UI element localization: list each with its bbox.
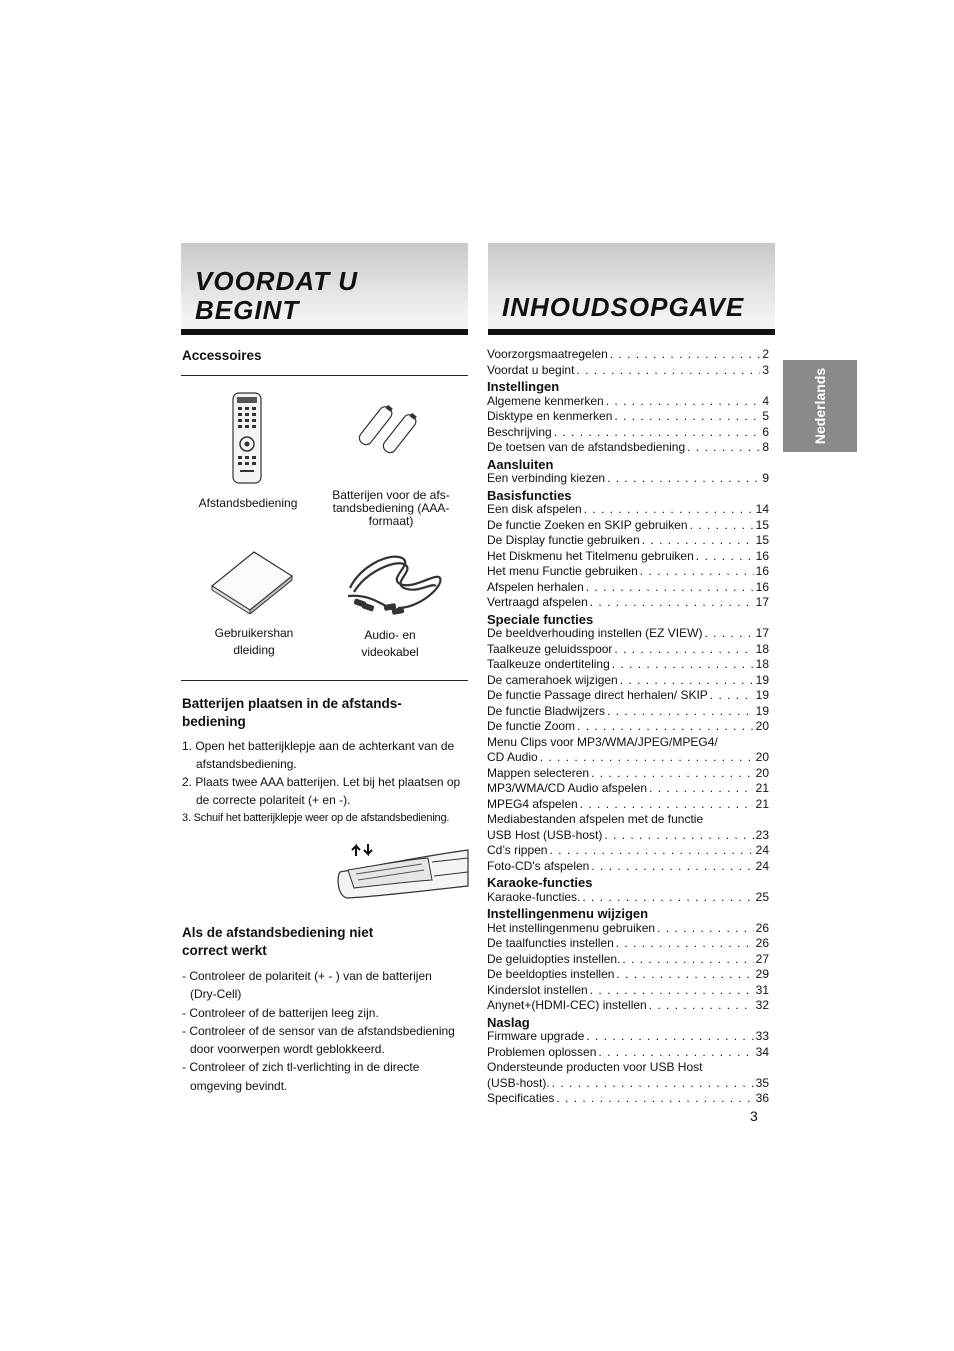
toc-section-heading: Speciale functies xyxy=(487,611,594,627)
toc-entry xyxy=(487,502,769,518)
toc-entry-label: Problemen oplossen xyxy=(487,1044,597,1059)
toc-page-number: 4 xyxy=(762,393,769,408)
toc-entry-label: MP3/WMA/CD Audio afspelen xyxy=(487,781,648,795)
toc-entry-label: Een disk afspelen xyxy=(487,502,582,516)
list-item: - Controleer of de sensor van de afstandsbediening door voorwerpen wordt geblokkeerd. xyxy=(182,1023,455,1057)
toc-page-number: 33 xyxy=(755,1029,769,1043)
toc-page-number: 34 xyxy=(755,1044,769,1059)
toc-entry xyxy=(487,409,769,425)
toc-leader-dots xyxy=(606,394,761,410)
toc-page-number: 9 xyxy=(762,471,769,485)
toc-entry-label: De toetsen van de afstandsbediening xyxy=(487,440,686,454)
toc-entry xyxy=(487,843,769,859)
toc-leader-dots xyxy=(612,657,754,673)
toc-entry-label: Firmware upgrade xyxy=(487,1029,585,1043)
toc-page-number: 8 xyxy=(762,440,769,454)
toc-leader-dots xyxy=(640,564,754,580)
toc-leader-dots xyxy=(657,921,754,937)
toc-page-number: 24 xyxy=(755,843,769,857)
language-side-tab: Nederlands xyxy=(783,360,857,452)
toc-entry xyxy=(487,766,769,782)
toc-entry-label: Taalkeuze ondertiteling xyxy=(487,657,610,671)
caption-remote: Afstandsbediening xyxy=(198,496,298,510)
toc-entry-label: Beschrijving xyxy=(487,424,552,439)
toc-entry xyxy=(487,626,769,642)
toc-entry xyxy=(487,704,769,720)
toc-entry xyxy=(487,1076,769,1092)
list-item: 1. Open het batterijklepje aan de achterkant van de afstandsbediening. xyxy=(182,739,455,771)
toc-page-number: 25 xyxy=(755,889,769,904)
toc-page-number: 15 xyxy=(755,517,769,532)
toc-page-number: 17 xyxy=(755,595,769,609)
battery-steps-list xyxy=(182,737,472,827)
toc-leader-dots xyxy=(549,843,753,859)
toc-section-heading: Basisfuncties xyxy=(487,487,572,503)
list-item: - Controleer of de batterijen leeg zijn. xyxy=(182,1005,379,1020)
toc-page-number: 14 xyxy=(755,502,769,516)
toc-entry-label: Afspelen herhalen xyxy=(487,579,584,594)
toc-leader-dots xyxy=(580,797,754,813)
toc-entry-label: De Display functie gebruiken xyxy=(487,533,640,547)
toc-leader-dots xyxy=(584,502,754,518)
battery-section-title: Batterijen plaatsen in de afstands- bediening xyxy=(182,696,402,729)
toc-entry xyxy=(487,642,769,658)
toc-page-number: 19 xyxy=(755,703,769,718)
caption-cable: Audio- en videokabel xyxy=(361,628,419,659)
toc-page-number: 19 xyxy=(755,672,769,687)
table-of-contents xyxy=(487,347,769,1107)
toc-page-number: 21 xyxy=(755,796,769,811)
toc-entry-label: Algemene kenmerken xyxy=(487,393,604,408)
toc-leader-dots xyxy=(556,1091,753,1107)
toc-leader-dots xyxy=(616,936,754,952)
toc-entry-label: Taalkeuze geluidsspoor xyxy=(487,641,613,656)
page-title-right: INHOUDSOPGAVE xyxy=(502,292,745,322)
toc-entry-label: Voorzorgsmaatregelen xyxy=(487,347,608,361)
toc-entry-label: Een verbinding kiezen xyxy=(487,471,606,485)
toc-entry xyxy=(487,533,769,549)
toc-page-number: 3 xyxy=(762,362,769,377)
toc-leader-dots xyxy=(607,471,760,487)
toc-section-heading: Instellingenmenu wijzigen xyxy=(487,906,649,921)
manual-icon xyxy=(210,548,294,614)
caption-batteries: Batterijen voor de afs- tandsbediening (AAA- formaat) xyxy=(332,488,450,528)
toc-leader-dots xyxy=(614,409,760,425)
toc-page-number: 21 xyxy=(755,781,769,795)
toc-entry-label: De beeldverhouding instellen (EZ VIEW) xyxy=(487,626,703,640)
toc-entry-label: De functie Zoom xyxy=(487,719,576,733)
page-title-left xyxy=(195,267,358,325)
list-item: - Controleer of zich tl-verlichting in de directe omgeving bevindt. xyxy=(182,1060,420,1093)
toc-entry xyxy=(487,688,769,704)
toc-entry-label: De functie Passage direct herhalen/ SKIP xyxy=(487,688,708,702)
toc-leader-dots xyxy=(591,766,754,782)
toc-entry-label: Vertraagd afspelen xyxy=(487,595,588,609)
toc-entry xyxy=(487,1091,769,1107)
toc-entry-label: Het instellingenmenu gebruiken xyxy=(487,920,656,935)
toc-page-number: 32 xyxy=(755,998,769,1012)
toc-entry xyxy=(487,859,769,875)
toc-entry-label: Mappen selecteren xyxy=(487,765,590,780)
header-inhoudsopgave xyxy=(488,243,775,335)
toc-entry-line: Ondersteunde producten voor USB Host xyxy=(487,1060,703,1074)
toc-page-number: 2 xyxy=(762,347,769,361)
notworking-section-title: Als de afstandsbediening niet correct werkt xyxy=(182,925,374,958)
toc-leader-dots xyxy=(610,347,761,363)
list-item: 2. Plaats twee AAA batterijen. Let bij het plaatsen op de correcte polariteit (+ en -). xyxy=(182,775,461,807)
toc-entry xyxy=(487,921,769,937)
toc-entry xyxy=(487,425,769,441)
toc-page-number: 15 xyxy=(755,533,769,547)
toc-entry-label: USB Host (USB-host) xyxy=(487,827,603,842)
toc-entry-label: Het Diskmenu het Titelmenu gebruiken xyxy=(487,548,694,563)
toc-page-number: 16 xyxy=(755,564,769,578)
toc-entry-label: Foto-CD's afspelen xyxy=(487,858,590,873)
toc-page-number: 23 xyxy=(755,827,769,842)
toc-page-number: 36 xyxy=(755,1091,769,1105)
toc-page-number: 20 xyxy=(755,719,769,733)
toc-leader-dots xyxy=(540,750,754,766)
toc-page-number: 20 xyxy=(755,750,769,764)
toc-entry-label: Cd’s rippen xyxy=(487,843,548,857)
batteries-icon xyxy=(356,398,426,462)
toc-entry xyxy=(487,952,769,968)
toc-entry-label: Voordat u begint xyxy=(487,362,575,377)
toc-leader-dots xyxy=(590,595,754,611)
toc-page-number: 29 xyxy=(755,967,769,981)
page-number: 3 xyxy=(750,1108,758,1124)
toc-entry xyxy=(487,347,769,363)
audio-video-cable-icon xyxy=(340,548,446,620)
toc-entry-label: Het menu Functie gebruiken xyxy=(487,564,638,578)
toc-entry xyxy=(487,750,769,766)
toc-entry-label: Karaoke-functies. xyxy=(487,889,581,904)
toc-entry xyxy=(487,394,769,410)
divider xyxy=(181,680,468,681)
toc-entry-label: Disktype en kenmerken xyxy=(487,409,613,423)
toc-leader-dots xyxy=(620,673,754,689)
toc-section-heading: Karaoke-functies xyxy=(487,875,593,890)
toc-entry-label: De beeldopties instellen xyxy=(487,967,615,981)
toc-leader-dots xyxy=(704,626,753,642)
toc-entry-label: Kinderslot instellen xyxy=(487,982,588,997)
toc-entry xyxy=(487,657,769,673)
toc-leader-dots xyxy=(576,363,760,379)
toc-page-number: 24 xyxy=(755,858,769,873)
checks-list xyxy=(182,967,472,1095)
toc-entry xyxy=(487,673,769,689)
toc-leader-dots xyxy=(696,549,754,565)
divider xyxy=(181,375,468,376)
toc-page-number: 26 xyxy=(755,936,769,950)
caption-manual: Gebruikershan dleiding xyxy=(214,626,294,657)
toc-page-number: 18 xyxy=(755,657,769,671)
toc-section-heading: Aansluiten xyxy=(487,456,554,472)
toc-page-number: 18 xyxy=(755,641,769,656)
remote-control-icon xyxy=(232,392,262,484)
toc-entry xyxy=(487,1029,769,1045)
toc-leader-dots xyxy=(616,967,753,983)
toc-entry xyxy=(487,998,769,1014)
toc-entry xyxy=(487,564,769,580)
toc-leader-dots xyxy=(598,1045,753,1061)
toc-leader-dots xyxy=(604,828,753,844)
toc-entry xyxy=(487,781,769,797)
toc-leader-dots xyxy=(586,1029,753,1045)
toc-leader-dots xyxy=(582,890,753,906)
toc-leader-dots xyxy=(552,1076,754,1092)
title-line-2: BEGINT xyxy=(195,295,300,325)
toc-leader-dots xyxy=(607,704,754,720)
toc-leader-dots xyxy=(710,688,754,704)
list-item: 3. Schuif het batterijklepje weer op de afstandsbediening. xyxy=(182,812,450,824)
battery-cover-icon xyxy=(334,842,470,900)
toc-entry xyxy=(487,518,769,534)
toc-page-number: 5 xyxy=(762,409,769,423)
toc-page-number: 19 xyxy=(755,688,769,702)
toc-entry-label: (USB-host). xyxy=(487,1075,550,1090)
toc-page-number: 27 xyxy=(755,951,769,966)
toc-leader-dots xyxy=(586,580,754,596)
toc-entry-label: De geluidopties instellen. xyxy=(487,951,621,966)
toc-page-number: 16 xyxy=(755,548,769,563)
toc-page-number: 35 xyxy=(755,1075,769,1090)
toc-entry xyxy=(487,983,769,999)
toc-section-heading: Instellingen xyxy=(487,379,560,394)
accessories-title: Accessoires xyxy=(182,348,262,363)
toc-entry xyxy=(487,1045,769,1061)
toc-section-heading: Naslag xyxy=(487,1014,530,1030)
toc-leader-dots xyxy=(622,952,753,968)
toc-page-number: 31 xyxy=(755,982,769,997)
toc-leader-dots xyxy=(687,440,760,456)
toc-entry-label: Specificaties xyxy=(487,1091,555,1105)
toc-entry xyxy=(487,936,769,952)
toc-entry-label: De functie Bladwijzers xyxy=(487,703,606,718)
toc-leader-dots xyxy=(649,998,754,1014)
toc-entry-line: Menu Clips voor MP3/WMA/JPEG/MPEG4/ xyxy=(487,734,718,749)
toc-entry xyxy=(487,580,769,596)
toc-entry-label: MPEG4 afspelen xyxy=(487,796,578,811)
toc-leader-dots xyxy=(591,859,753,875)
toc-entry-label: De functie Zoeken en SKIP gebruiken xyxy=(487,517,688,532)
toc-entry-label: CD Audio xyxy=(487,750,538,764)
header-voordat-u-begint xyxy=(181,243,468,335)
toc-leader-dots xyxy=(577,719,754,735)
toc-entry-label: De taalfuncties instellen xyxy=(487,936,614,950)
toc-entry xyxy=(487,595,769,611)
toc-entry xyxy=(487,797,769,813)
toc-entry xyxy=(487,828,769,844)
toc-entry xyxy=(487,363,769,379)
toc-entry xyxy=(487,967,769,983)
title-line-1: VOORDAT U xyxy=(195,266,359,296)
toc-entry xyxy=(487,719,769,735)
toc-leader-dots xyxy=(614,642,753,658)
toc-leader-dots xyxy=(554,425,761,441)
toc-leader-dots xyxy=(649,781,754,797)
toc-leader-dots xyxy=(642,533,754,549)
toc-entry xyxy=(487,440,769,456)
toc-leader-dots xyxy=(590,983,754,999)
toc-page-number: 26 xyxy=(755,920,769,935)
toc-entry xyxy=(487,471,769,487)
toc-leader-dots xyxy=(690,518,754,534)
toc-page-number: 16 xyxy=(755,579,769,594)
list-item: - Controleer de polariteit (+ - ) van de batterijen (Dry-Cell) xyxy=(182,969,432,1002)
toc-entry-label: De camerahoek wijzigen xyxy=(487,672,618,687)
toc-entry xyxy=(487,890,769,906)
toc-page-number: 20 xyxy=(755,765,769,780)
toc-entry-label: Anynet+(HDMI-CEC) instellen xyxy=(487,998,647,1012)
toc-page-number: 17 xyxy=(755,626,769,640)
toc-entry xyxy=(487,549,769,565)
toc-entry-line: Mediabestanden afspelen met de functie xyxy=(487,812,704,826)
toc-page-number: 6 xyxy=(762,424,769,439)
